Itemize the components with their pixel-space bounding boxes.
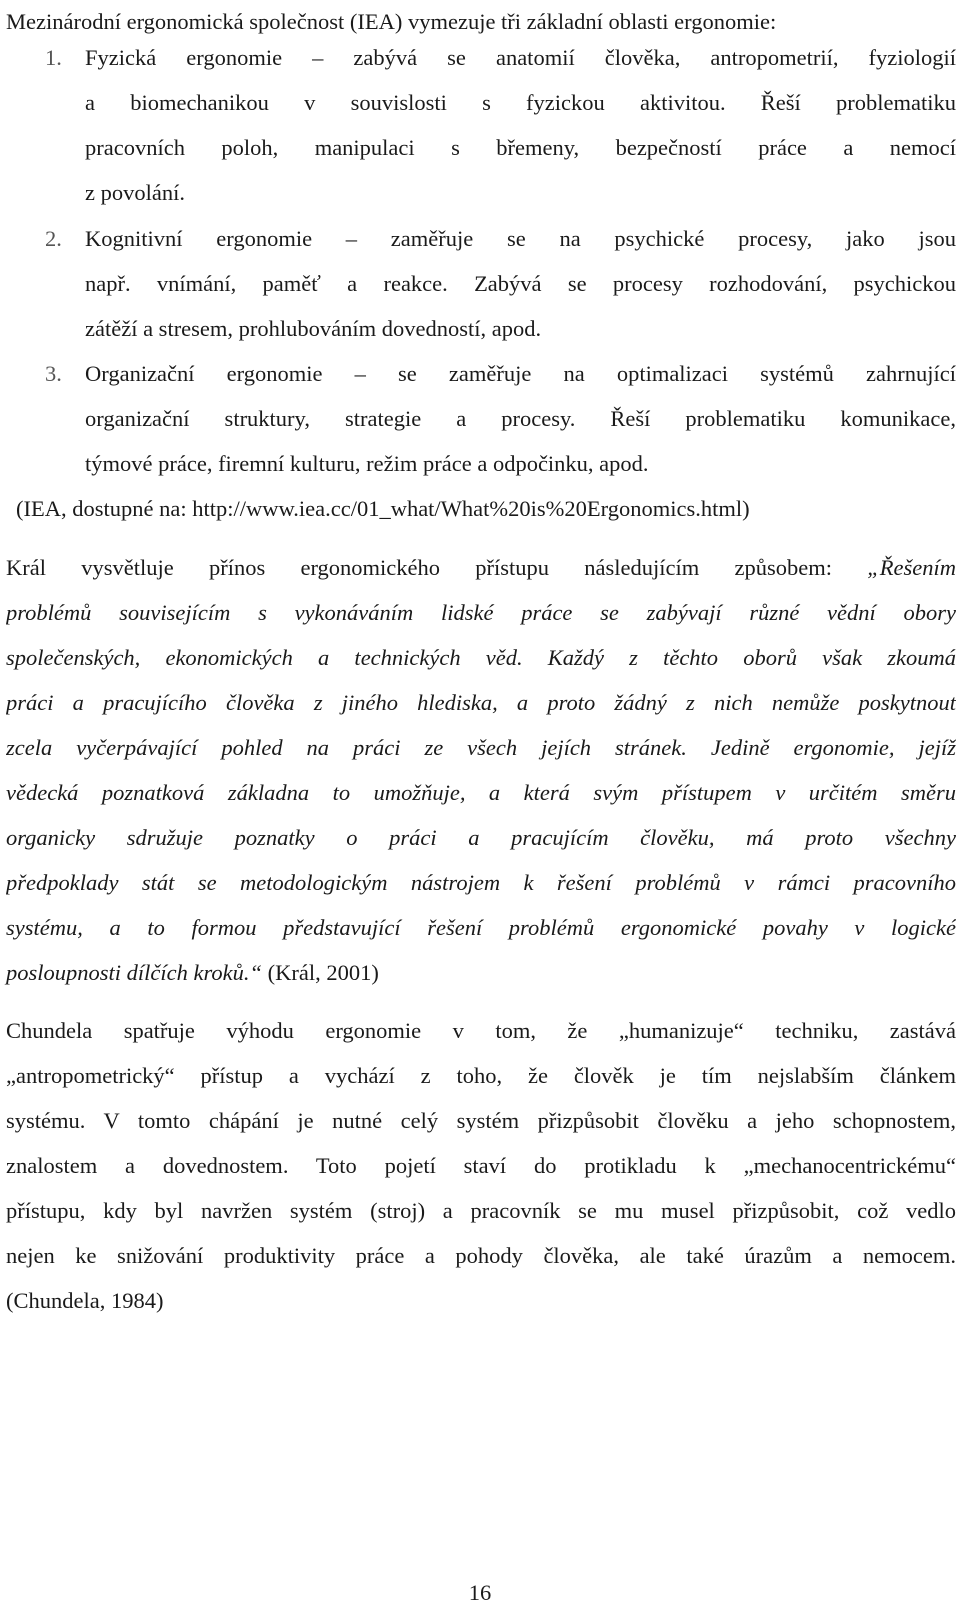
kral-quote-line: organicky sdružuje poznatky o práci a pracujícím člověku, má proto všechny (6, 825, 956, 850)
list-item-line: např. vnímání, paměť a reakce. Zabývá se procesy rozhodování, psychickou (85, 271, 956, 296)
list-item-line: pracovních poloh, manipulaci s břemeny, bezpečností práce a nemocí (85, 135, 956, 160)
kral-paragraph-line (6, 553, 956, 583)
kral-quote-line: společenských, ekonomických a technických věd. Každý z těchto oborů však zkoumá (6, 645, 956, 670)
source-citation: (IEA, dostupné na: http://www.iea.cc/01_what/What%20is%20Ergonomics.html) (16, 496, 750, 521)
list-item-line: Fyzická ergonomie – zabývá se anatomií člověka, antropometrií, fyziologií (85, 45, 956, 70)
kral-quote-end: posloupnosti dílčích kroků.“ (6, 960, 263, 985)
kral-quote-line: problémů souvisejícím s vykonáváním lidské práce se zabývají různé vědní obory (6, 600, 956, 625)
chundela-paragraph-line: „antropometrický“ přístup a vychází z toho, že člověk je tím nejslabším článkem (6, 1063, 956, 1088)
kral-quote-line: vědecká poznatková základna to umožňuje, a která svým přístupem v určitém směru (6, 780, 956, 805)
list-item-line: Kognitivní ergonomie – zaměřuje se na psychické procesy, jako jsou (85, 226, 956, 251)
kral-quote-line: práci a pracujícího člověka z jiného hlediska, a proto žádný z nich nemůže poskytnout (6, 690, 956, 715)
list-item-line: zátěží a stresem, prohlubováním dovedností, apod. (85, 316, 542, 341)
list-item-line: Organizační ergonomie – se zaměřuje na optimalizaci systémů zahrnující (85, 361, 956, 386)
chundela-paragraph-line: znalostem a dovednostem. Toto pojetí staví do protikladu k „mechanocentrickému“ (6, 1153, 956, 1178)
list-item-line: z povolání. (85, 180, 185, 205)
kral-citation: (Král, 2001) (262, 960, 379, 985)
list-number: 1. (45, 45, 62, 70)
chundela-paragraph-line: systému. V tomto chápání je nutné celý systém přizpůsobit člověku a jeho schopnostem, (6, 1108, 956, 1133)
intro-text: Mezinárodní ergonomická společnost (IEA) vymezuje tři základní oblasti ergonomie: (6, 9, 777, 34)
list-item-line: organizační struktury, strategie a procesy. Řeší problematiku komunikace, (85, 406, 956, 431)
list-item-line: a biomechanikou v souvislosti s fyzickou aktivitou. Řeší problematiku (85, 90, 956, 115)
kral-quote-line: předpoklady stát se metodologickým nástrojem k řešení problémů v rámci pracovního (6, 870, 956, 895)
chundela-paragraph-line: Chundela spatřuje výhodu ergonomie v tom, že „humanizuje“ techniku, zastává (6, 1018, 956, 1043)
kral-quote-line: zcela vyčerpávající pohled na práci ze všech jejích stránek. Jedině ergonomie, jejíž (6, 735, 956, 760)
chundela-paragraph-line: nejen ke snižování produktivity práce a pohody člověka, ale také úrazům a nemocem. (6, 1243, 956, 1268)
kral-intro-text: Král vysvětluje přínos ergonomického přístupu následujícím způsobem: (6, 555, 868, 580)
list-number: 2. (45, 226, 62, 251)
kral-quote-line: systému, a to formou představující řešení problémů ergonomické povahy v logické (6, 915, 956, 940)
list-item-line: týmové práce, firemní kulturu, režim práce a odpočinku, apod. (85, 451, 649, 476)
page-number: 16 (468, 1580, 492, 1605)
chundela-citation: (Chundela, 1984) (6, 1288, 164, 1313)
kral-quote-last-line (6, 958, 956, 988)
chundela-paragraph-line: přístupu, kdy byl navržen systém (stroj) a pracovník se mu musel přizpůsobit, což vedlo (6, 1198, 956, 1223)
kral-quote-start: „Řešením (867, 555, 956, 580)
list-number: 3. (45, 361, 62, 386)
